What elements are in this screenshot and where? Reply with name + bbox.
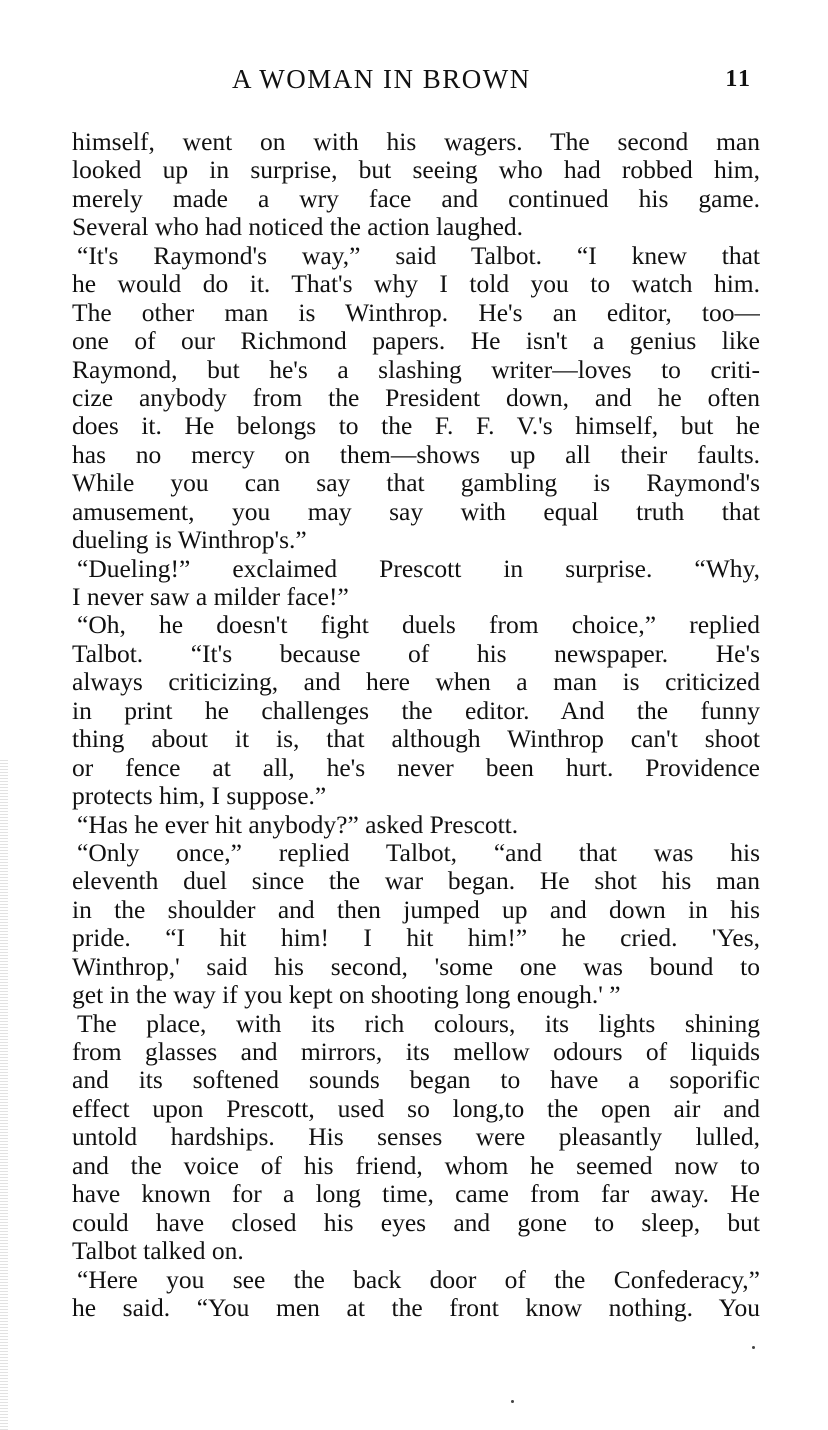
text-line: thing about it is, that although Winthrop can't shoot xyxy=(72,725,760,754)
running-head xyxy=(0,62,828,96)
text-line: has no mercy on them—shows up all their faults. xyxy=(72,440,760,469)
text-line: “It's Raymond's way,” said Talbot. “I knew that xyxy=(77,241,760,270)
text-line: looked up in surprise, but seeing who had robbed him, xyxy=(72,156,760,185)
text-line: protects him, I suppose.” xyxy=(72,782,327,811)
text-line: I never saw a milder face!” xyxy=(72,583,349,611)
text-line: from glasses and mirrors, its mellow odours of liquids xyxy=(72,1038,760,1066)
text-line: always criticizing, and here when a man is criticized xyxy=(72,668,760,697)
print-speck xyxy=(752,1346,755,1349)
text-line: The place, with its rich colours, its lights shining xyxy=(77,1009,760,1038)
text-line: he would do it. That's why I told you to watch him. xyxy=(72,270,760,299)
text-line: The other man is Winthrop. He's an editor, too— xyxy=(72,298,760,327)
text-line: Talbot talked on. xyxy=(72,1237,244,1266)
text-line: effect upon Prescott, used so long,to the open air and xyxy=(72,1094,760,1123)
text-line: While you can say that gambling is Raymond's xyxy=(72,469,760,498)
text-line: “Dueling!” exclaimed Prescott in surprise. “Why, xyxy=(77,554,760,583)
page-number: 11 xyxy=(725,66,752,92)
text-line: merely made a wry face and continued his game. xyxy=(72,184,760,213)
text-line: Raymond, but he's a slashing writer—loves to criti- xyxy=(72,355,760,384)
text-line: Winthrop,' said his second, 'some one was bound to xyxy=(72,952,760,981)
text-line: have known for a long time, came from far away. He xyxy=(72,1180,760,1209)
text-line: amusement, you may say with equal truth that xyxy=(72,497,760,526)
text-line: cize anybody from the President down, and he often xyxy=(72,383,760,412)
text-line: in the shoulder and then jumped up and down in his xyxy=(72,895,760,924)
text-line: in print he challenges the editor. And the funny xyxy=(72,696,760,725)
text-line: “Oh, he doesn't fight duels from choice,” replied xyxy=(77,611,760,640)
text-line: “Only once,” replied Talbot, “and that was his xyxy=(77,838,760,867)
text-line: himself, went on with his wagers. The second man xyxy=(72,128,760,156)
text-line: eleventh duel since the war began. He shot his man xyxy=(72,867,760,896)
text-line: Talbot. “It's because of his newspaper. He's xyxy=(72,639,760,668)
text-line: “Has he ever hit anybody?” asked Prescott. xyxy=(77,810,519,839)
text-line: does it. He belongs to the F. F. V.'s himself, but he xyxy=(72,412,760,441)
page-edge-shadow xyxy=(0,760,8,1430)
running-title: A WOMAN IN BROWN xyxy=(232,64,531,94)
text-line: untold hardships. His senses were pleasantly lulled, xyxy=(72,1123,760,1152)
text-line: Several who had noticed the action laughed. xyxy=(72,213,524,242)
text-line: pride. “I hit him! I hit him!” he cried. 'Yes, xyxy=(72,924,760,953)
text-line: or fence at all, he's never been hurt. Providence xyxy=(72,753,760,782)
text-line: he said. “You men at the front know nothing. You xyxy=(72,1293,760,1322)
text-line: could have closed his eyes and gone to sleep, but xyxy=(72,1208,760,1237)
text-line: one of our Richmond papers. He isn't a genius like xyxy=(72,327,760,356)
text-line: and the voice of his friend, whom he seemed now to xyxy=(72,1151,760,1180)
text-line: and its softened sounds began to have a soporific xyxy=(72,1066,760,1095)
text-line: dueling is Winthrop's.” xyxy=(72,526,307,555)
text-line: “Here you see the back door of the Confederacy,” xyxy=(77,1265,760,1294)
print-speck xyxy=(511,1400,514,1403)
text-line: get in the way if you kept on shooting long enough.' ” xyxy=(72,981,621,1010)
body-text xyxy=(72,128,760,1322)
